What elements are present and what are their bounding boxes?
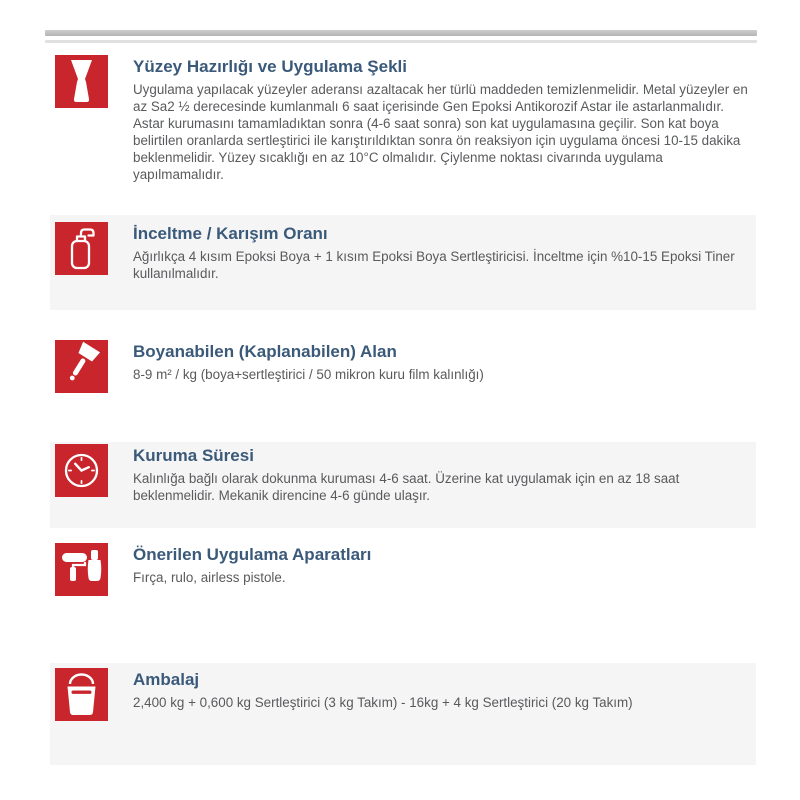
putty-knife-icon xyxy=(55,55,108,108)
section-body: 2,400 kg + 0,600 kg Sertleştirici (3 kg Takım) - 16kg + 4 kg Sertleştirici (20 kg Takım) xyxy=(133,695,633,710)
section-drying-time xyxy=(50,442,756,528)
section-title: İnceltme / Karışım Oranı xyxy=(133,224,328,243)
section-body: Uygulama yapılacak yüzeyler aderansı azaltacak her türlü maddeden temizlenmelidir. Metal yüzeyler en az Sa2 ½ derecesinde kumlanmalı 6 saat içerisinde Gen Epoksi Antikorozif Astar ile astarlanmalıdır. Astar kurumasını tamamladıktan sonra (4-6 saat sonra) son kat uygulamasına geçilir. Son kat boya belirtilen oranlarda sertleştirici ile karıştırıldıktan sonra ön reaksiyon için uygulama öncesi 10-15 dakika beklenmelidir. Yüzey sıcaklığı en az 10°C olmalıdır. Çiylenme noktası civarında uygulama yapılmamalıdır. xyxy=(133,82,748,182)
section-coverage xyxy=(50,340,756,393)
section-body: Kalınlığa bağlı olarak dokunma kuruması 4-6 saat. Üzerine kat uygulamak için en az 18 saat beklenmelidir. Mekanik direncine 4-6 günde ulaşır. xyxy=(133,471,680,503)
clock-icon xyxy=(55,444,108,497)
section-surface-preparation xyxy=(50,55,756,183)
section-body: 8-9 m² / kg (boya+sertleştirici / 50 mikron kuru film kalınlığı) xyxy=(133,367,484,382)
spray-can-icon xyxy=(55,222,108,275)
section-thinning-ratio xyxy=(50,215,756,310)
section-title: Ambalaj xyxy=(133,670,200,689)
section-packaging xyxy=(50,663,756,765)
section-title: Boyanabilen (Kaplanabilen) Alan xyxy=(133,342,397,361)
section-application-tools xyxy=(50,543,756,596)
paint-bucket-icon xyxy=(55,668,108,721)
paint-roller-icon xyxy=(55,543,108,596)
section-body: Ağırlıkça 4 kısım Epoksi Boya + 1 kısım Epoksi Boya Sertleştiricisi. İnceltme için %10-15 Epoksi Tiner kullanılmalıdır. xyxy=(133,249,735,281)
section-title: Önerilen Uygulama Aparatları xyxy=(133,545,372,564)
section-title: Kuruma Süresi xyxy=(133,446,254,465)
section-title: Yüzey Hazırlığı ve Uygulama Şekli xyxy=(133,57,408,76)
top-rule-thick xyxy=(45,30,757,36)
section-body: Fırça, rulo, airless pistole. xyxy=(133,570,286,585)
paint-brush-icon xyxy=(55,340,108,393)
top-rule-thin xyxy=(45,40,757,43)
